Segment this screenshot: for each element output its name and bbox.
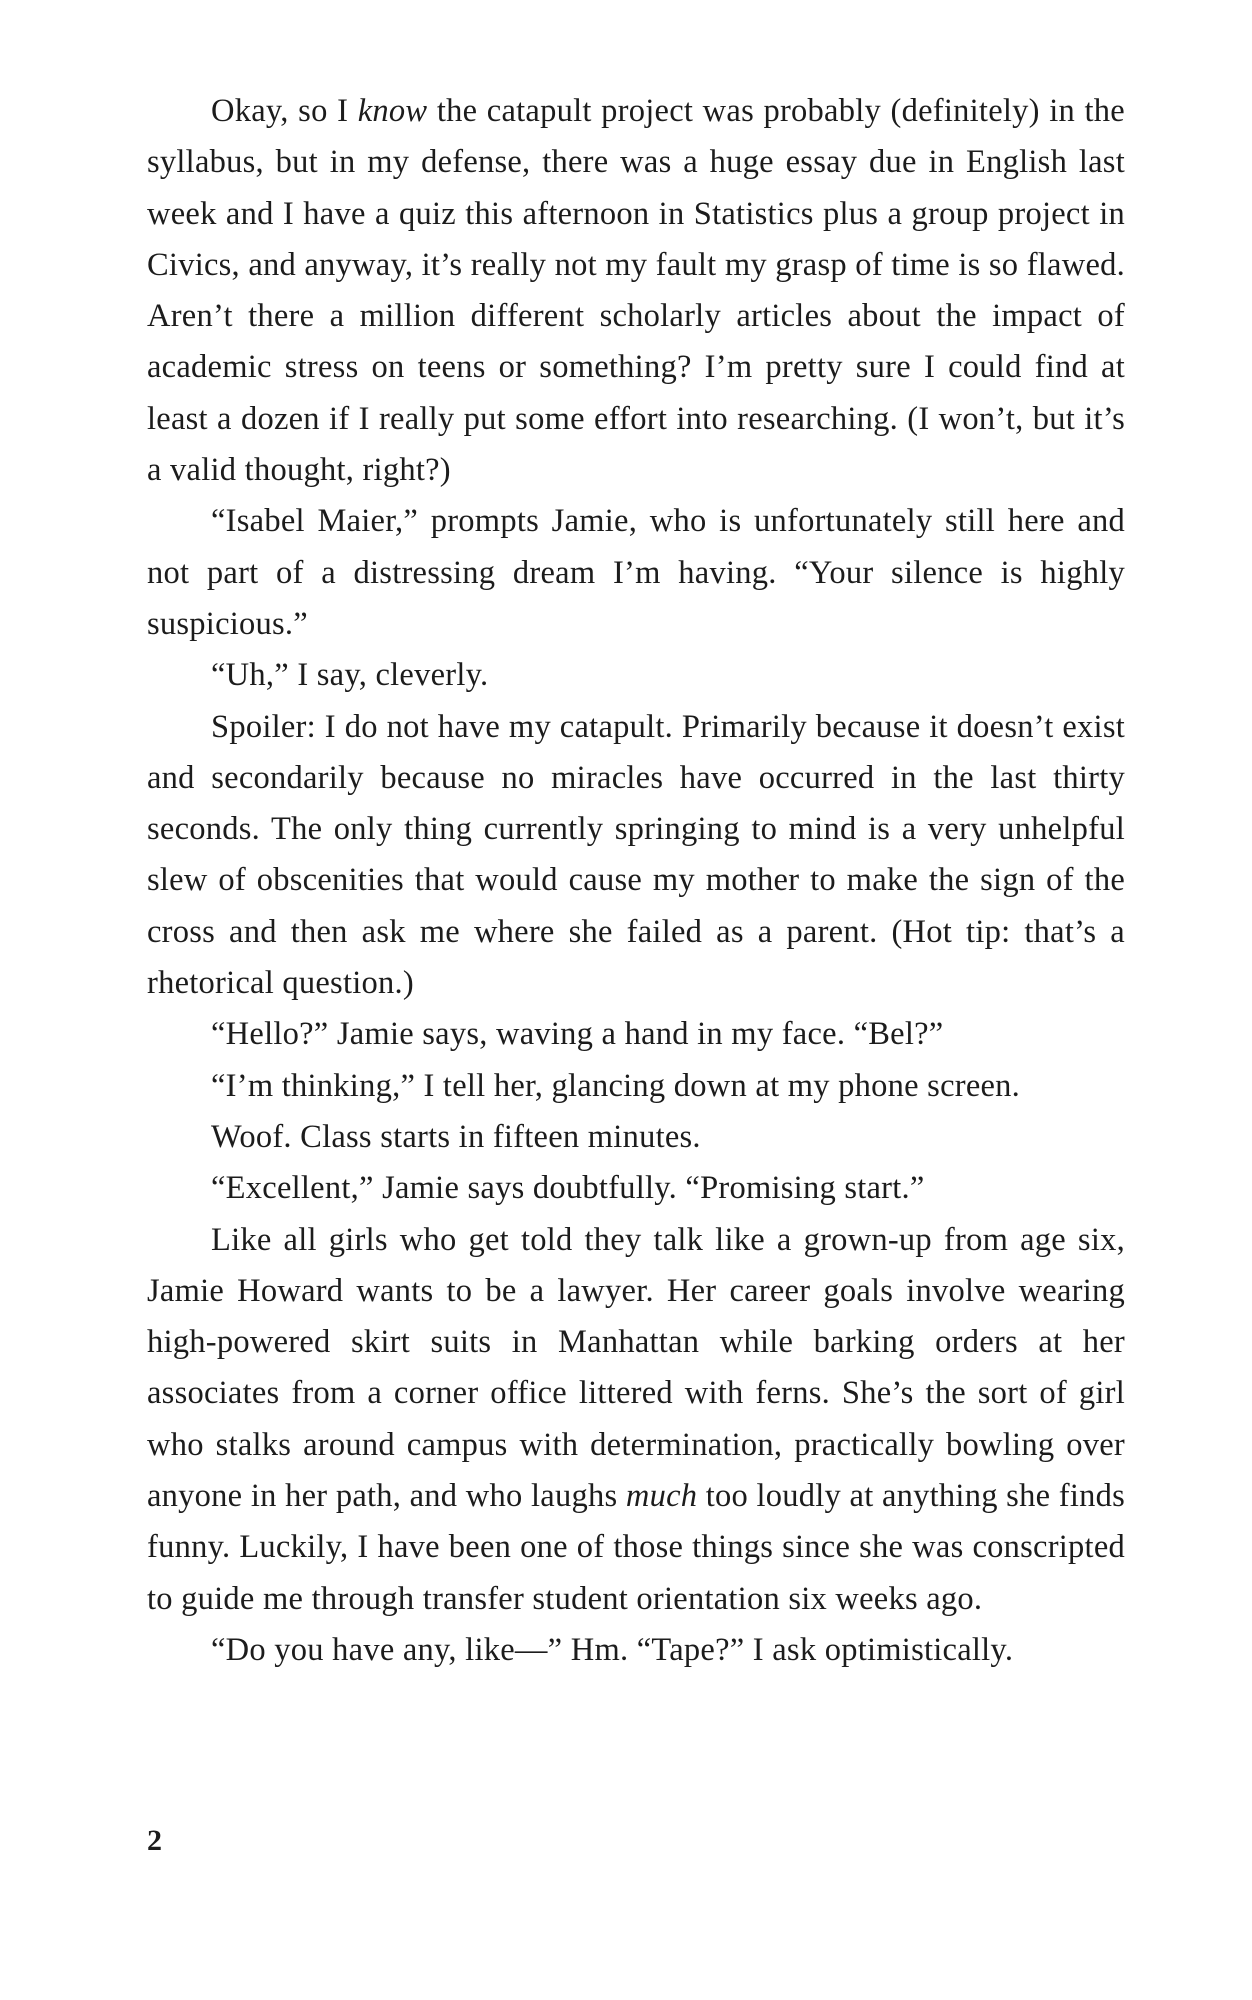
text-segment: too loudly at anything she finds funny. Luckily, I have been one of those things since she was conscripted to guide me through transfer student orientation six weeks ago. (147, 1478, 1125, 1617)
text-segment: “Excellent,” Jamie says doubtfully. “Promising start.” (211, 1170, 925, 1207)
text-segment: the catapult project was probably (definitely) in the syllabus, but in my defense, there was a huge essay due in English last week and I have a quiz this afternoon in Statistics plus a group project in Civics, and anyway, it’s really not my fault my grasp of time is so flawed. Aren’t there a million different scholarly articles about the impact of academic stress on teens or something? I’m pretty sure I could find at least a dozen if I really put some effort into researching. (I won’t, but it’s a valid thought, right?) (147, 93, 1125, 489)
text-segment: “I’m thinking,” I tell her, glancing down at my phone screen. (211, 1067, 1021, 1104)
text-segment: “Isabel Maier,” prompts Jamie, who is unfortunately still here and not part of a distressing dream I’m having. “Your silence is highly suspicious.” (147, 503, 1125, 642)
text-segment: Okay, so I (211, 93, 358, 129)
emphasis-know: know (357, 93, 428, 129)
text-segment: “Uh,” I say, cleverly. (211, 657, 489, 694)
paragraph-tape (147, 1625, 1125, 1676)
text-segment: Like all girls who get told they talk like a grown-up from age six, Jamie Howard wants to be a lawyer. Her career goals involve wearing high-powered skirt suits in Manhattan while barking orders at her associates from a corner office littered with ferns. She’s the sort of girl who stalks around campus with determination, practically bowling over anyone in her path, and who laughs (147, 1221, 1125, 1515)
paragraph-jamie-lawyer (147, 1215, 1125, 1625)
text-segment: “Do you have any, like—” Hm. “Tape?” I ask optimistically. (211, 1631, 1014, 1668)
paragraph-catapult-excuse (147, 86, 1125, 496)
paragraph-spoiler (147, 702, 1125, 1010)
text-segment: Spoiler: I do not have my catapult. Primarily because it doesn’t exist and secondarily because no miracles have occurred in the last thirty seconds. The only thing currently springing to mind is a very unhelpful slew of obscenities that would cause my mother to make the sign of the cross and then ask me where she failed as a parent. (Hot tip: that’s a rhetorical question.) (147, 708, 1125, 1002)
paragraph-uh (147, 650, 1125, 701)
body-text (147, 86, 1125, 1676)
emphasis-much: much (625, 1478, 698, 1515)
page-number: 2 (147, 1824, 162, 1857)
text-segment: Woof. Class starts in fifteen minutes. (211, 1118, 701, 1155)
paragraph-thinking (147, 1061, 1125, 1112)
paragraph-hello (147, 1009, 1125, 1060)
paragraph-woof (147, 1112, 1125, 1163)
paragraph-isabel-maier (147, 496, 1125, 650)
text-segment: “Hello?” Jamie says, waving a hand in my face. “Bel?” (211, 1016, 944, 1053)
paragraph-excellent (147, 1163, 1125, 1214)
